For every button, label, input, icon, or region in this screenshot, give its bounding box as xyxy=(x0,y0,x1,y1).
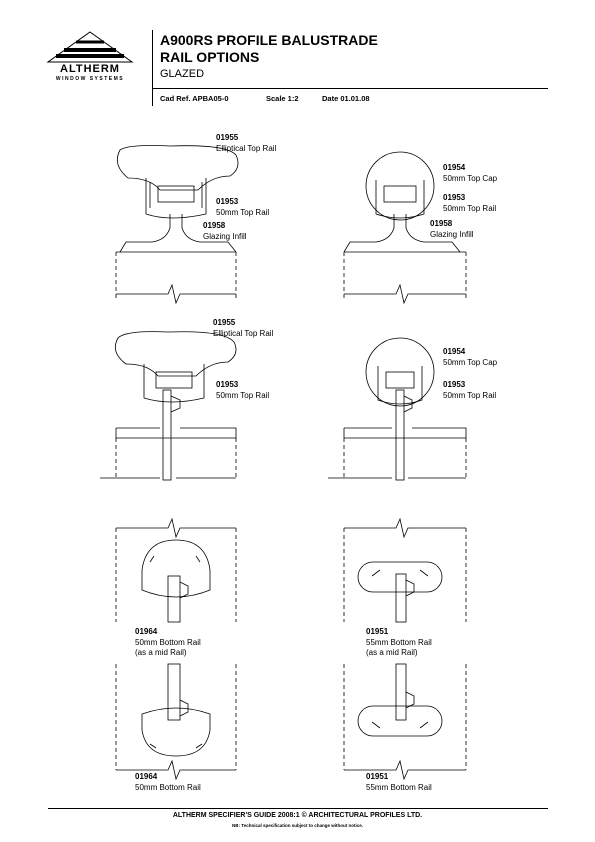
label-d3b: 01953 50mm Top Rail xyxy=(216,380,270,400)
scale: Scale 1:2 xyxy=(266,94,299,103)
label-d8: 01951 55mm Bottom Rail xyxy=(366,772,432,792)
label-d1b: 01953 50mm Top Rail xyxy=(216,197,270,217)
title-line-1: A900RS PROFILE BALUSTRADE xyxy=(160,32,378,48)
cad-ref: Cad Ref. APBA05-0 xyxy=(160,94,229,103)
label-d2b: 01953 50mm Top Rail xyxy=(443,193,497,213)
date: Date 01.01.08 xyxy=(322,94,370,103)
footer-rule xyxy=(48,808,548,809)
label-d1c: 01958 Glazing Infill xyxy=(203,221,247,241)
label-d3: 01955 Elliptical Top Rail xyxy=(213,318,274,338)
brand-name: ALTHERM xyxy=(60,63,120,75)
footer-copyright: ALTHERM SPECIFIER'S GUIDE 2008:1 © ARCHITECTURAL PROFILES LTD. xyxy=(172,812,423,819)
label-d4b: 01953 50mm Top Rail xyxy=(443,380,497,400)
label-d5: 01964 50mm Bottom Rail (as a mid Rail) xyxy=(135,627,201,657)
diagram-bottom-rail-55 xyxy=(344,664,466,779)
label-d6: 01951 55mm Bottom Rail (as a mid Rail) xyxy=(366,627,432,657)
label-d2c: 01958 Glazing Infill xyxy=(430,219,474,239)
diagram-bottom-rail-mid-55 xyxy=(344,519,466,622)
diagram-elliptical-top-rail-glass xyxy=(100,332,236,480)
diagram-bottom-rail-50 xyxy=(116,664,236,779)
diagram-bottom-rail-mid-50 xyxy=(116,519,236,622)
label-d4: 01954 50mm Top Cap xyxy=(443,347,498,367)
label-d7: 01964 50mm Bottom Rail xyxy=(135,772,201,792)
document-subtitle: GLAZED xyxy=(160,68,205,80)
brand-subtitle: WINDOW SYSTEMS xyxy=(55,76,125,82)
label-d2: 01954 50mm Top Cap xyxy=(443,163,498,183)
title-line-2: RAIL OPTIONS xyxy=(160,49,260,65)
footer-note: NB: Technical specification subject to change without notice. xyxy=(232,823,363,828)
label-d1: 01955 Elliptical Top Rail xyxy=(216,133,277,153)
